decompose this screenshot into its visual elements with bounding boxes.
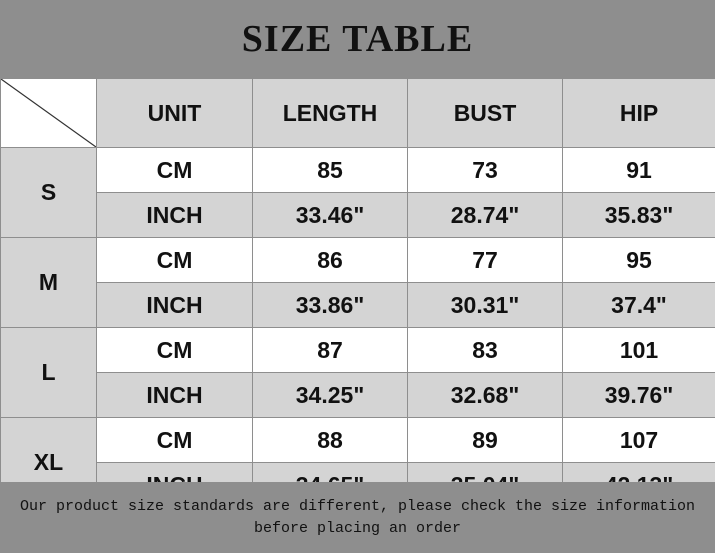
bust-value: 28.74" xyxy=(408,193,563,238)
hip-value: 39.76" xyxy=(563,373,715,418)
header-length: LENGTH xyxy=(253,79,408,148)
title-bar xyxy=(0,0,715,78)
bust-value: 32.68" xyxy=(408,373,563,418)
bust-value: 30.31" xyxy=(408,283,563,328)
table-row xyxy=(1,418,715,463)
table-row xyxy=(1,283,715,328)
unit-inch: INCH xyxy=(97,193,253,238)
table-row xyxy=(1,328,715,373)
table-row xyxy=(1,238,715,283)
table-row xyxy=(1,373,715,418)
diagonal-line-icon xyxy=(1,79,96,147)
hip-value: 35.83" xyxy=(563,193,715,238)
bust-value: 83 xyxy=(408,328,563,373)
length-value: 85 xyxy=(253,148,408,193)
size-label-m: M xyxy=(1,238,97,328)
bust-value: 77 xyxy=(408,238,563,283)
hip-value: 107 xyxy=(563,418,715,463)
header-bust: BUST xyxy=(408,79,563,148)
header-hip: HIP xyxy=(563,79,715,148)
hip-value: 37.4" xyxy=(563,283,715,328)
length-value: 33.86" xyxy=(253,283,408,328)
size-table xyxy=(0,78,715,508)
unit-cm: CM xyxy=(97,238,253,283)
size-label-s: S xyxy=(1,148,97,238)
length-value: 34.25" xyxy=(253,373,408,418)
unit-cm: CM xyxy=(97,328,253,373)
header-unit: UNIT xyxy=(97,79,253,148)
hip-value: 91 xyxy=(563,148,715,193)
size-label-xl: XL xyxy=(1,418,97,508)
hip-value: 95 xyxy=(563,238,715,283)
length-value: 33.46" xyxy=(253,193,408,238)
bust-value: 73 xyxy=(408,148,563,193)
corner-diagonal-icon xyxy=(1,79,97,148)
unit-inch: INCH xyxy=(97,373,253,418)
table-header-row xyxy=(1,79,715,148)
unit-inch: INCH xyxy=(97,283,253,328)
table-row xyxy=(1,193,715,238)
length-value: 86 xyxy=(253,238,408,283)
footer-line-1: Our product size standards are different, please check the size information xyxy=(19,497,696,515)
page-title: SIZE TABLE xyxy=(241,18,474,60)
bust-value: 89 xyxy=(408,418,563,463)
hip-value: 101 xyxy=(563,328,715,373)
footer-line-2: before placing an order xyxy=(253,519,462,537)
unit-cm: CM xyxy=(97,418,253,463)
table-row xyxy=(1,148,715,193)
length-value: 87 xyxy=(253,328,408,373)
unit-cm: CM xyxy=(97,148,253,193)
size-label-l: L xyxy=(1,328,97,418)
length-value: 88 xyxy=(253,418,408,463)
footer-note xyxy=(0,482,715,553)
